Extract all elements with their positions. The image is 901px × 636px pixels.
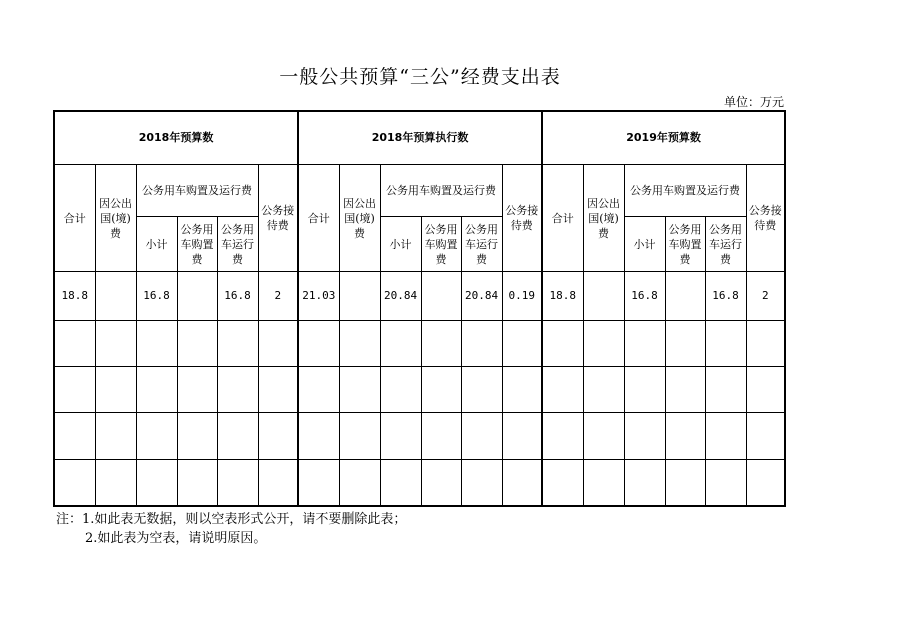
header-operation: 公务用车运行费: [217, 217, 258, 272]
unit-label: 单位：万元: [723, 95, 784, 109]
table-cell: [542, 320, 583, 366]
table-cell: [95, 320, 136, 366]
table-cell: [177, 320, 217, 366]
table-cell: [421, 366, 461, 412]
table-cell: [339, 366, 380, 412]
table-cell: [298, 413, 339, 460]
header-abroad: 因公出国(境)费: [583, 164, 624, 272]
table-cell: [339, 413, 380, 460]
header-operation: 公务用车运行费: [461, 217, 502, 272]
table-row: [54, 272, 785, 320]
table-cell: [95, 366, 136, 412]
table-cell: [136, 366, 177, 412]
table-cell: [746, 413, 785, 460]
table-cell: [217, 413, 258, 460]
table-cell: [665, 413, 705, 460]
table-cell: [258, 366, 298, 412]
table-cell: 0.19: [502, 272, 542, 320]
table-cell: [54, 320, 95, 366]
table-cell: [177, 460, 217, 506]
table-cell: [665, 460, 705, 506]
table-cell: [95, 413, 136, 460]
table-cell: [665, 366, 705, 412]
table-row: [54, 460, 785, 506]
table-cell: 16.8: [624, 272, 665, 320]
table-cell: [421, 413, 461, 460]
table-cell: [705, 460, 746, 506]
header-vehicle: 公务用车购置及运行费: [380, 164, 502, 216]
table-cell: [461, 413, 502, 460]
table-row: [54, 320, 785, 366]
table-cell: [177, 413, 217, 460]
header-subtotal: 小计: [380, 217, 421, 272]
header-vehicle: 公务用车购置及运行费: [136, 164, 258, 216]
group-header-2018-budget: 2018年预算数: [54, 111, 298, 164]
table-cell: [258, 460, 298, 506]
table-cell: [177, 272, 217, 320]
note-1: 注：1.如此表无数据，则以空表形式公开，请不要删除此表；: [56, 512, 407, 527]
table-cell: [665, 272, 705, 320]
table-cell: [624, 460, 665, 506]
table-cell: [746, 460, 785, 506]
table-cell: [542, 413, 583, 460]
header-total: 合计: [54, 164, 95, 272]
table-cell: [665, 320, 705, 366]
table-cell: [502, 366, 542, 412]
three-public-expenses-table: [53, 110, 786, 507]
header-subtotal: 小计: [136, 217, 177, 272]
header-reception: 公务接待费: [258, 164, 298, 272]
table-cell: [177, 366, 217, 412]
table-cell: 16.8: [705, 272, 746, 320]
table-cell: [746, 366, 785, 412]
header-operation: 公务用车运行费: [705, 217, 746, 272]
table-cell: [298, 460, 339, 506]
table-cell: [705, 413, 746, 460]
table-cell: 2: [746, 272, 785, 320]
header-subtotal: 小计: [624, 217, 665, 272]
group-header-2019-budget: 2019年预算数: [542, 111, 785, 164]
table-cell: [380, 320, 421, 366]
table-cell: [298, 366, 339, 412]
table-cell: [583, 413, 624, 460]
table-cell: [339, 460, 380, 506]
table-cell: [421, 272, 461, 320]
table-cell: 18.8: [54, 272, 95, 320]
table-cell: [54, 460, 95, 506]
table-cell: [298, 320, 339, 366]
table-cell: 20.84: [461, 272, 502, 320]
table-cell: [624, 413, 665, 460]
table-cell: [746, 320, 785, 366]
table-cell: [502, 460, 542, 506]
table-cell: 16.8: [217, 272, 258, 320]
note-2: 2.如此表为空表，请说明原因。: [85, 531, 267, 546]
table-cell: 18.8: [542, 272, 583, 320]
table-cell: [54, 366, 95, 412]
table-cell: [421, 320, 461, 366]
header-reception: 公务接待费: [746, 164, 785, 272]
table-cell: [217, 460, 258, 506]
table-cell: [95, 272, 136, 320]
table-cell: [217, 320, 258, 366]
header-total: 合计: [298, 164, 339, 272]
footnotes: [56, 510, 406, 548]
table-cell: [258, 320, 298, 366]
header-abroad: 因公出国(境)费: [95, 164, 136, 272]
table-cell: [705, 366, 746, 412]
table-row: [54, 413, 785, 460]
table-cell: [421, 460, 461, 506]
table-cell: [461, 460, 502, 506]
header-vehicle: 公务用车购置及运行费: [624, 164, 746, 216]
table-cell: [583, 272, 624, 320]
table-cell: [542, 366, 583, 412]
table-cell: 16.8: [136, 272, 177, 320]
table-cell: [502, 320, 542, 366]
table-body: [54, 272, 785, 506]
table-cell: [624, 320, 665, 366]
table-cell: [258, 413, 298, 460]
table-cell: [583, 320, 624, 366]
header-reception: 公务接待费: [502, 164, 542, 272]
header-abroad: 因公出国(境)费: [339, 164, 380, 272]
group-header-2018-execution: 2018年预算执行数: [298, 111, 542, 164]
header-purchase: 公务用车购置费: [177, 217, 217, 272]
table-cell: [705, 320, 746, 366]
table-cell: [542, 460, 583, 506]
table-cell: [461, 366, 502, 412]
table-cell: [461, 320, 502, 366]
header-total: 合计: [542, 164, 583, 272]
table-cell: [583, 460, 624, 506]
table-cell: [136, 460, 177, 506]
table-cell: [95, 460, 136, 506]
table-cell: [339, 272, 380, 320]
table-cell: [502, 413, 542, 460]
table-cell: [380, 413, 421, 460]
table-cell: [54, 413, 95, 460]
page-title: 一般公共预算“三公”经费支出表: [279, 66, 561, 88]
table-cell: 21.03: [298, 272, 339, 320]
table-cell: [380, 460, 421, 506]
table-cell: [380, 366, 421, 412]
table-row: [54, 366, 785, 412]
table-cell: [339, 320, 380, 366]
table-cell: 2: [258, 272, 298, 320]
table-cell: 20.84: [380, 272, 421, 320]
table-cell: [136, 320, 177, 366]
table-cell: [217, 366, 258, 412]
table-cell: [624, 366, 665, 412]
header-purchase: 公务用车购置费: [421, 217, 461, 272]
table-cell: [136, 413, 177, 460]
table-cell: [583, 366, 624, 412]
header-purchase: 公务用车购置费: [665, 217, 705, 272]
